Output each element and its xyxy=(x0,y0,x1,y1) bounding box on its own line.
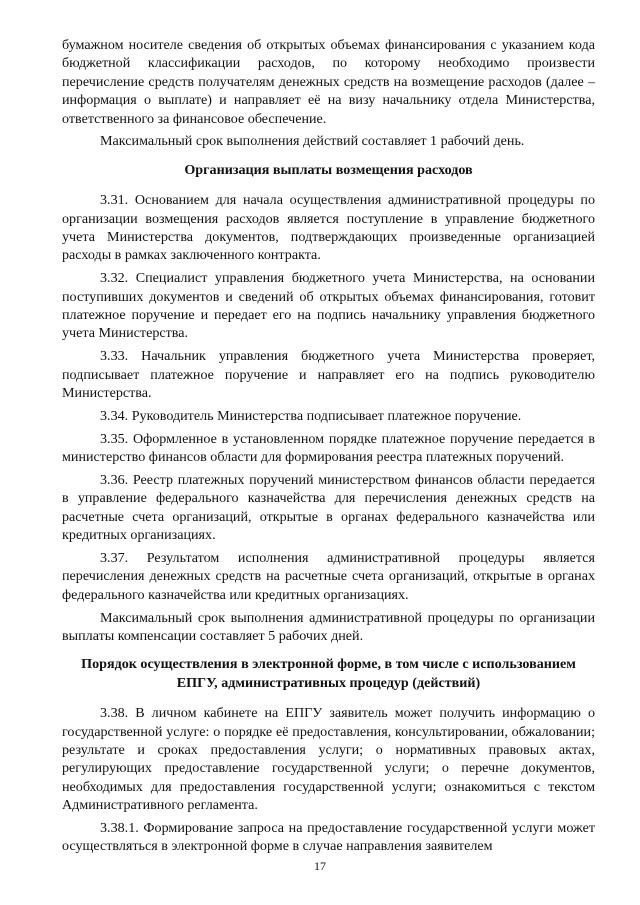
paragraph-3-31: 3.31. Основанием для начала осуществления административной процедуры по организации возмещения расходов является поступление в управление бюджетного учета Министерства документов, подтверждающих произведенные организацией расходы в рамках заключенного контракта. xyxy=(62,192,595,264)
document-body xyxy=(62,36,595,856)
paragraph-continuation: бумажном носителе сведения об открытых объемах финансирования с указанием кода бюджетной классификации расходов, по которому необходимо произвести перечисление средств получателям денежных средств на возмещение расходов (далее – информация о выплате) и направляет её на визу начальнику отдела Министерства, ответственного за финансовое обеспечение. xyxy=(62,37,595,127)
paragraph-3-34: 3.34. Руководитель Министерства подписывает платежное поручение. xyxy=(100,407,522,424)
page-number: 17 xyxy=(314,859,326,873)
paragraph-deadline-5-days: Максимальный срок выполнения административной процедуры по организации выплаты компенсации составляет 5 рабочих дней. xyxy=(62,609,595,644)
paragraph-3-35: 3.35. Оформленное в установленном порядке платежное поручение передается в министерство финансов области для формирования реестра платежных поручений. xyxy=(62,430,595,466)
paragraph-3-38: 3.38. В личном кабинете на ЕПГУ заявитель может получить информацию о государственной услуге: о порядке её предоставления, консультировании, обжаловании; результате и сроках предоставления услуги; о нормативных правовых актах, регулирующих предоставление государственной услуги; о перечне документов, необходимых для предоставления государственной услуги; ознакомиться с текстом Административного регламента. xyxy=(62,705,595,814)
section-heading-electronic-form: Порядок осуществления в электронной форме, в том числе с использованием ЕПГУ, административных процедур (действий) xyxy=(81,656,576,691)
paragraph-3-38-1: 3.38.1. Формирование запроса на предоставление государственной услуги может осуществляться в электронной форме в случае направления заявителем xyxy=(62,819,595,855)
section-heading-payment-organization: Организация выплаты возмещения расходов xyxy=(184,161,473,178)
paragraph-3-33: 3.33. Начальник управления бюджетного учета Министерства проверяет, подписывает платежное поручение и направляет его на подпись руководителю Министерства. xyxy=(62,348,595,402)
paragraph-3-36: 3.36. Реестр платежных поручений министерством финансов области передается в управление федерального казначейства для перечисления денежных средств на расчетные счета организаций, открытые в органах федерального казначейства или кредитных организациях. xyxy=(62,471,595,544)
paragraph-3-32: 3.32. Специалист управления бюджетного учета Министерства, на основании поступивших документов и сведений об открытых объемах финансирования, готовит платежное поручение и передает его на подпись начальнику управления бюджетного учета Министерства. xyxy=(62,270,595,342)
paragraph-deadline-1-day: Максимальный срок выполнения действий составляет 1 рабочий день. xyxy=(100,133,525,150)
paragraph-3-37: 3.37. Результатом исполнения административной процедуры является перечисления денежных средств на расчетные счета организаций, открытые в органах федерального казначейства или кредитных организациях. xyxy=(62,549,595,603)
